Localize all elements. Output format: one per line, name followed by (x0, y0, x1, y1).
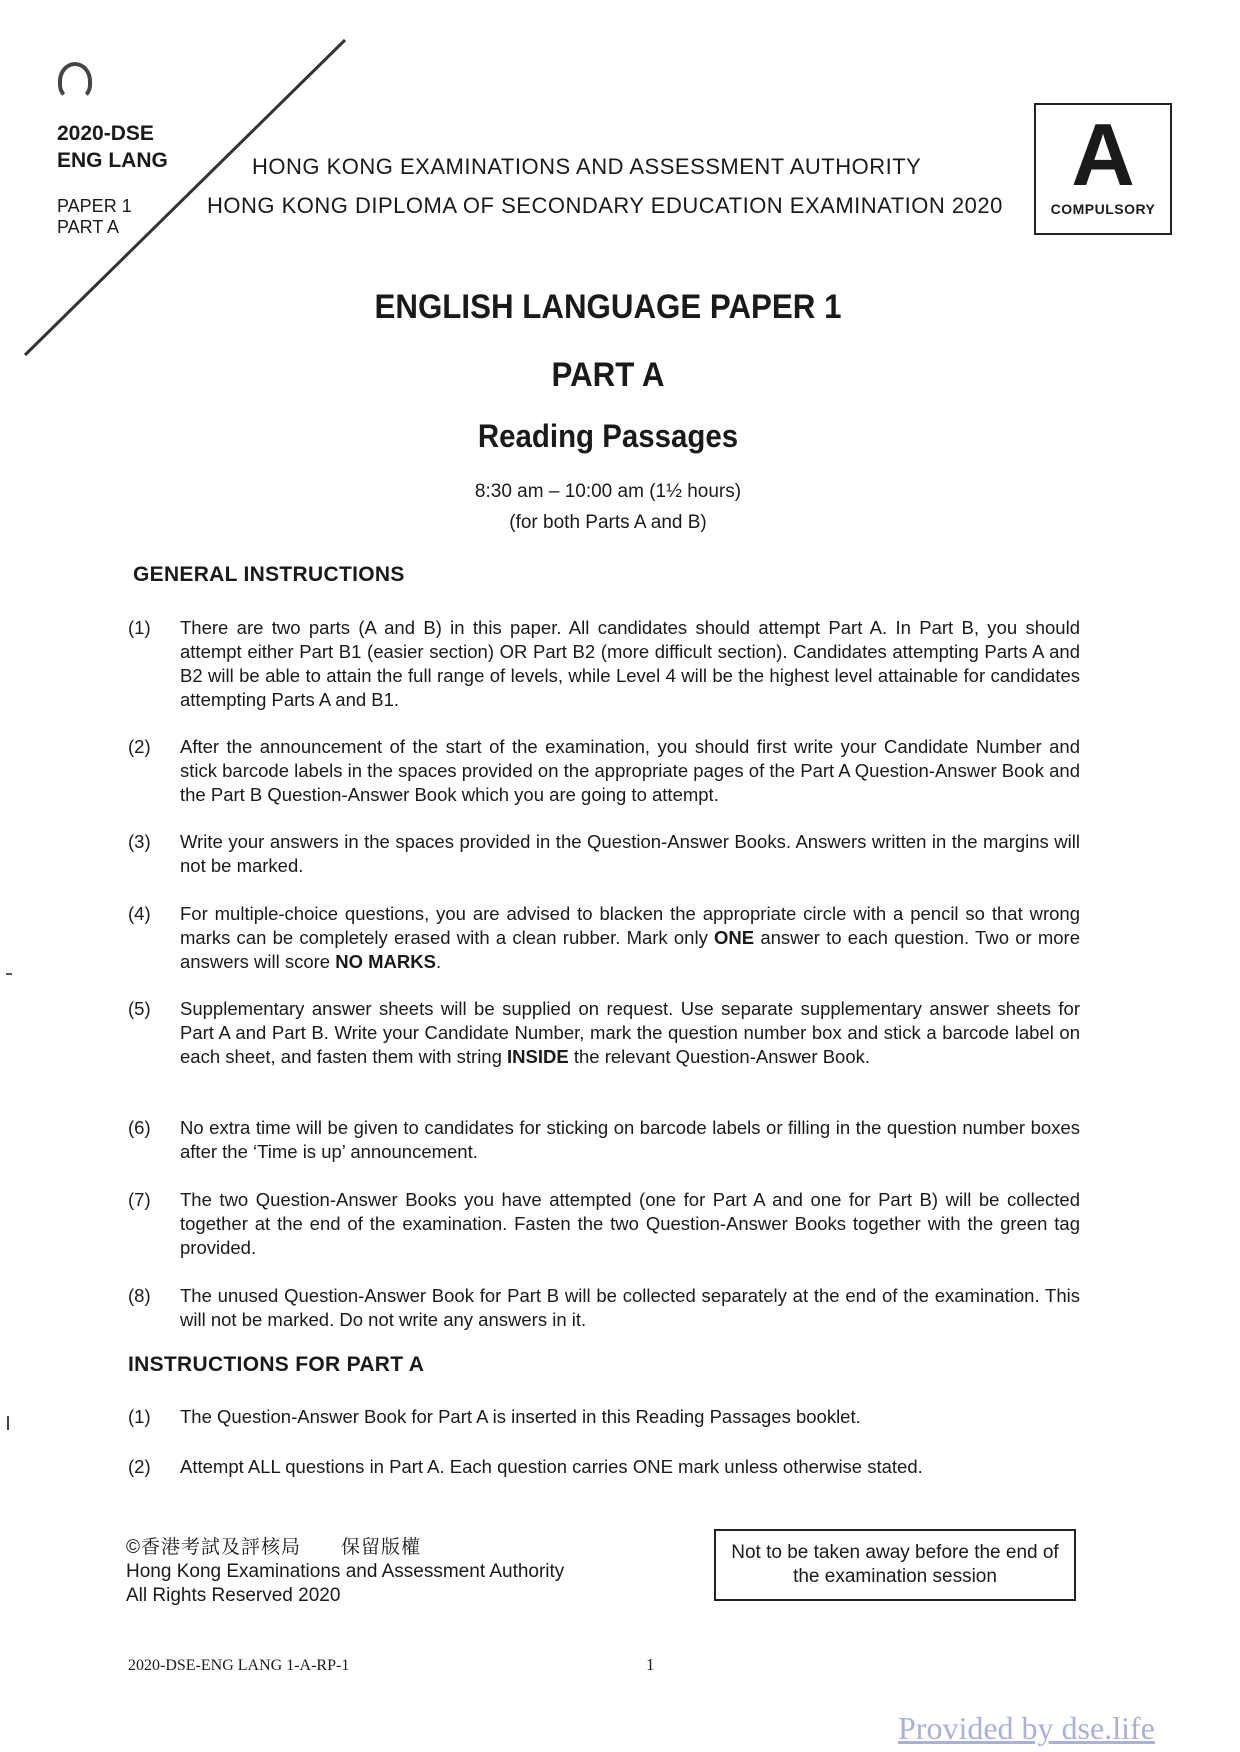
instruction-item (128, 1188, 1080, 1260)
copyright-chinese: ©香港考試及評核局 保留版權 (126, 1537, 422, 1558)
instruction-item (128, 997, 1080, 1069)
item-text: The two Question-Answer Books you have attempted (one for Part A and one for Part B) will be collected together at the end of the examination. Fasten the two Question-Answer Books together with the green tag provided. (180, 1189, 1080, 1258)
item-text: Attempt ALL questions in Part A. Each question carries ONE mark unless otherwise stated. (180, 1456, 923, 1477)
copyright-block (126, 1536, 564, 1608)
item-number: (8) (128, 1285, 151, 1306)
compulsory-badge (1034, 103, 1172, 235)
item-number: (3) (128, 831, 151, 852)
scan-mark (6, 973, 12, 975)
instruction-item (128, 830, 1080, 878)
item-text: Supplementary answer sheets will be supplied on request. Use separate supplementary answer sheets for Part A and Part B. Write your Candidate Number, mark the question number box and stick a barcode label on each sheet, and fasten them with string INSIDE the relevant Question-Answer Book. (180, 998, 1080, 1067)
paper-title: ENGLISH LANGUAGE PAPER 1 (374, 288, 842, 326)
item-text: Write your answers in the spaces provided in the Question-Answer Books. Answers written in the margins will not be marked. (180, 831, 1080, 876)
item-number: (7) (128, 1189, 151, 1210)
section-subtitle: Reading Passages (477, 418, 739, 454)
instruction-item (128, 1116, 1080, 1164)
item-number: (2) (128, 1456, 151, 1477)
badge-label: COMPULSORY (1050, 201, 1156, 217)
scan-mark (7, 1416, 9, 1430)
exam-time (0, 476, 1216, 538)
instruction-item (128, 1284, 1080, 1332)
page-number: 1 (646, 1655, 655, 1674)
paper-code (57, 120, 168, 174)
item-number: (6) (128, 1117, 151, 1138)
item-number: (1) (128, 1406, 151, 1427)
part-a-instruction-item (128, 1455, 1080, 1479)
item-text: After the announcement of the start of the examination, you should first write your Candidate Number and stick barcode labels in the spaces provided on the appropriate pages of the Part A Question-Answer Book and the Part B Question-Answer Book which you are going to attempt. (180, 736, 1080, 805)
page-code: 2020-DSE-ENG LANG 1-A-RP-1 (128, 1657, 350, 1674)
item-number: (4) (128, 903, 151, 924)
paper-code-year: 2020-DSE (57, 122, 154, 145)
exam-name: HONG KONG DIPLOMA OF SECONDARY EDUCATION EXAMINATION 2020 (207, 193, 1003, 218)
watermark-link[interactable]: Provided by dse.life (898, 1710, 1155, 1746)
badge-letter: A (1071, 105, 1135, 204)
item-text: The unused Question-Answer Book for Part B will be collected separately at the end of the examination. This will not be marked. Do not write any answers in it. (180, 1285, 1080, 1330)
rights-reserved: All Rights Reserved 2020 (126, 1585, 341, 1606)
instruction-item (128, 616, 1080, 712)
authority-name: HONG KONG EXAMINATIONS AND ASSESSMENT AUTHORITY (252, 154, 922, 179)
item-number: (2) (128, 736, 151, 757)
paper-number: PAPER 1 (57, 196, 132, 216)
item-number: (5) (128, 998, 151, 1019)
paper-part: PART A (57, 217, 120, 237)
part-a-instructions-heading: INSTRUCTIONS FOR PART A (128, 1353, 425, 1376)
paper-part-code (57, 196, 132, 238)
instruction-item (128, 902, 1080, 974)
copyright-english: Hong Kong Examinations and Assessment Authority (126, 1561, 565, 1582)
part-a-instruction-item (128, 1405, 1080, 1429)
part-title: PART A (551, 356, 665, 394)
item-text: For multiple-choice questions, you are advised to blacken the appropriate circle with a pencil so that wrong marks can be completely erased with a clean rubber. Mark only ONE answer to each question. Two or more answers will score NO MARKS. (180, 903, 1080, 972)
item-text: No extra time will be given to candidates for sticking on barcode labels or filling in the question number boxes after the ‘Time is up’ announcement. (180, 1117, 1080, 1162)
time-scope: (for both Parts A and B) (509, 512, 707, 533)
notice-box: Not to be taken away before the end of the examination session (714, 1529, 1076, 1601)
time-range: 8:30 am – 10:00 am (1½ hours) (474, 481, 742, 502)
instruction-item (128, 735, 1080, 807)
item-text: There are two parts (A and B) in this paper. All candidates should attempt Part A. In Part B, you should attempt either Part B1 (easier section) OR Part B2 (more difficult section). Candidates attempting Parts A and B2 will be able to attain the full range of levels, while Level 4 will be the highest level attainable for candidates attempting Parts A and B1. (180, 617, 1080, 710)
paper-code-subject: ENG LANG (57, 149, 168, 172)
general-instructions-heading: GENERAL INSTRUCTIONS (133, 563, 405, 586)
item-number: (1) (128, 617, 151, 638)
item-text: The Question-Answer Book for Part A is inserted in this Reading Passages booklet. (180, 1406, 861, 1427)
authority-header (207, 152, 1003, 221)
